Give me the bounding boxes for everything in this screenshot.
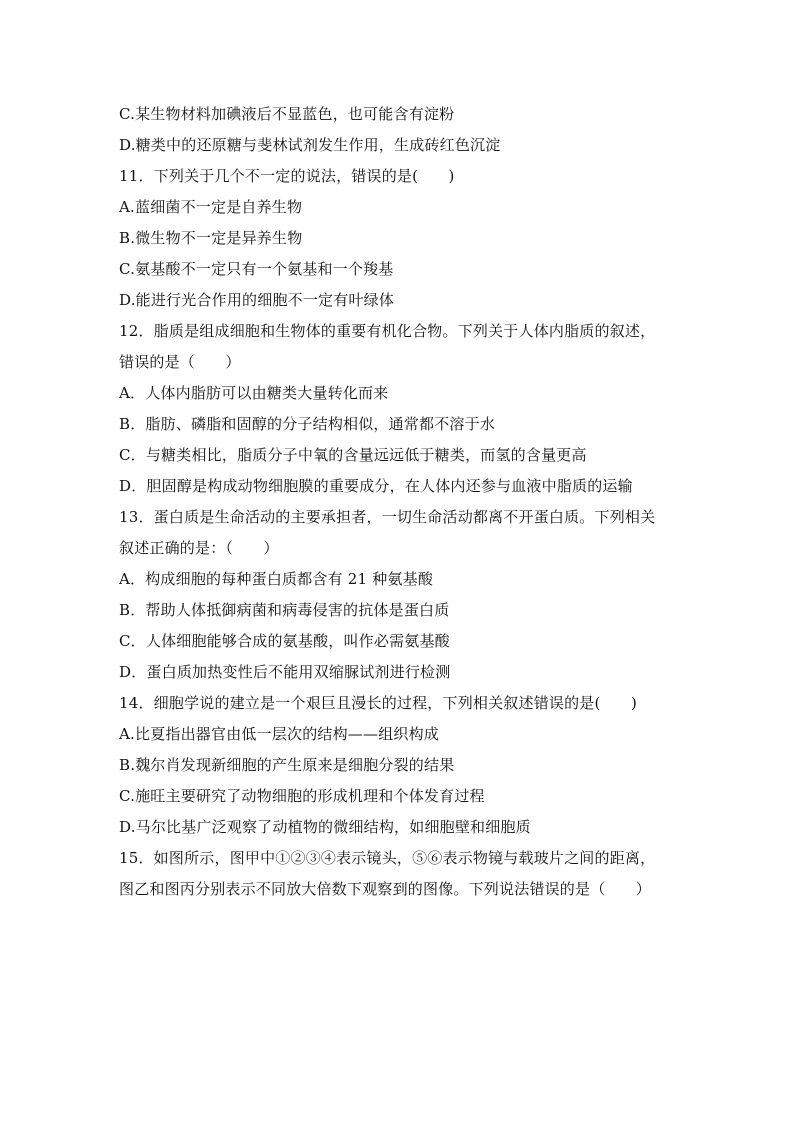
question-12-line-2: 错误的是（ ） bbox=[119, 353, 241, 371]
option-c-q12: C．与糖类相比，脂质分子中氧的含量远远低于糖类，而氢的含量更高 bbox=[119, 446, 587, 464]
option-a-q12: A．人体内脂肪可以由糖类大量转化而来 bbox=[119, 384, 389, 402]
option-b-q14: B.魏尔肖发现新细胞的产生原来是细胞分裂的结果 bbox=[119, 756, 455, 774]
option-d-q12: D．胆固醇是构成动物细胞膜的重要成分，在人体内还参与血液中脂质的运输 bbox=[119, 477, 633, 495]
option-d-q13: D．蛋白质加热变性后不能用双缩脲试剂进行检测 bbox=[119, 663, 451, 681]
question-11: 11．下列关于几个不一定的说法，错误的是( ) bbox=[119, 167, 455, 185]
option-c-q10: C.某生物材料加碘液后不显蓝色，也可能含有淀粉 bbox=[119, 105, 455, 123]
option-c-q11: C.氨基酸不一定只有一个氨基和一个羧基 bbox=[119, 260, 394, 278]
option-c-q13: C．人体细胞能够合成的氨基酸，叫作必需氨基酸 bbox=[119, 632, 450, 650]
option-c-q14: C.施旺主要研究了动物细胞的形成机理和个体发育过程 bbox=[119, 787, 485, 805]
option-d-q11: D.能进行光合作用的细胞不一定有叶绿体 bbox=[119, 291, 395, 309]
option-d-q10: D.糖类中的还原糖与斐林试剂发生作用，生成砖红色沉淀 bbox=[119, 136, 501, 154]
option-b-q12: B．脂肪、磷脂和固醇的分子结构相似，通常都不溶于水 bbox=[119, 415, 496, 433]
question-15-line-2: 图乙和图丙分别表示不同放大倍数下观察到的图像。下列说法错误的是（ ） bbox=[119, 880, 652, 898]
question-12-line-1: 12．脂质是组成细胞和生物体的重要有机化合物。下列关于人体内脂质的叙述， bbox=[119, 322, 656, 340]
option-a-q11: A.蓝细菌不一定是自养生物 bbox=[119, 198, 303, 216]
question-14: 14．细胞学说的建立是一个艰巨且漫长的过程，下列相关叙述错误的是( ) bbox=[119, 694, 637, 712]
option-d-q14: D.马尔比基广泛观察了动植物的微细结构，如细胞壁和细胞质 bbox=[119, 818, 531, 836]
option-a-q13: A．构成细胞的每种蛋白质都含有 21 种氨基酸 bbox=[119, 570, 434, 588]
option-b-q11: B.微生物不一定是异养生物 bbox=[119, 229, 303, 247]
option-a-q14: A.比夏指出器官由低一层次的结构——组织构成 bbox=[119, 725, 440, 743]
question-15-line-1: 15．如图所示，图甲中①②③④表示镜头，⑤⑥表示物镜与载玻片之间的距离， bbox=[119, 849, 656, 867]
option-b-q13: B．帮助人体抵御病菌和病毒侵害的抗体是蛋白质 bbox=[119, 601, 450, 619]
question-13-line-1: 13．蛋白质是生命活动的主要承担者，一切生命活动都离不开蛋白质。下列相关 bbox=[119, 508, 656, 526]
question-13-line-2: 叙述正确的是：（ ） bbox=[119, 539, 279, 557]
